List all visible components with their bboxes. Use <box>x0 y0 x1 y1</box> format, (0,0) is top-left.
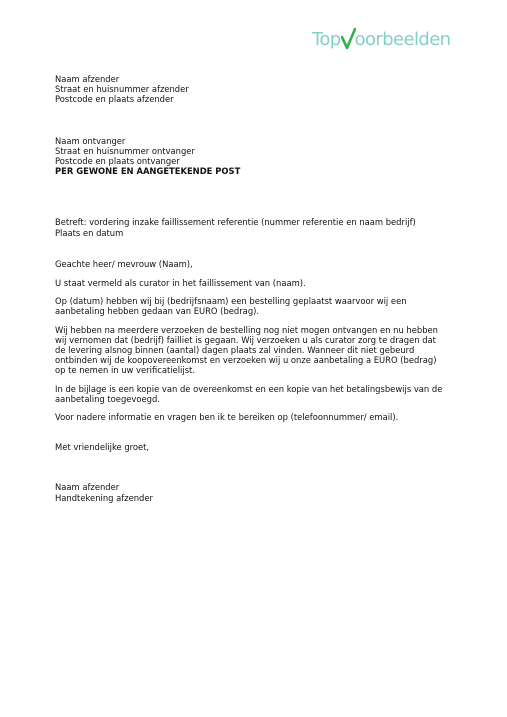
paragraph-3-line: op te nemen in uw verificatielijst. <box>55 365 196 376</box>
logo-text-oorbeelden: oorbeelden <box>354 29 451 50</box>
paragraph-3-line: de levering alsnog binnen (aantal) dagen plaats zal vinden. Wanneer dit niet gebeurd <box>55 345 415 356</box>
paragraph-3 <box>55 324 438 376</box>
paragraph-5: Voor nadere informatie en vragen ben ik te bereiken op (telefoonnummer/ email). <box>55 412 399 423</box>
sender-block <box>55 74 435 105</box>
paragraph-3-line: Wij hebben na meerdere verzoeken de bestelling nog niet mogen ontvangen en nu hebben <box>55 324 438 335</box>
paragraph-2 <box>55 296 435 316</box>
letter-body <box>55 74 443 503</box>
signature-name: Naam afzender <box>55 482 120 493</box>
paragraph-1: U staat vermeld als curator in het faillissement van (naam). <box>55 278 306 289</box>
subject-line: Betreft: vordering inzake faillissement referentie (nummer referentie en naam bedrijf) <box>55 217 416 228</box>
closing: Met vriendelijke groet, <box>55 442 150 453</box>
sender-postal: Postcode en plaats afzender <box>55 94 174 105</box>
signature-block <box>55 482 435 502</box>
checkmark-v-icon <box>341 28 356 50</box>
subject-block <box>55 217 435 237</box>
paragraph-4-line: In de bijlage is een kopie van de overeenkomst en een kopie van het betalingsbewijs van de <box>55 383 443 394</box>
place-date: Plaats en datum <box>55 227 124 238</box>
paragraph-2-line: Op (datum) hebben wij bij (bedrijfsnaam) een bestelling geplaatst waarvoor wij een <box>55 296 407 307</box>
signature-line: Handtekening afzender <box>55 492 153 503</box>
paragraph-3-line: ontbinden wij de koopovereenkomst en verzoeken wij u onze aanbetaling a EURO (bedrag) <box>55 355 437 366</box>
paragraph-4-line: aanbetaling toegevoegd. <box>55 393 160 404</box>
sender-name: Naam afzender <box>55 74 120 84</box>
salutation: Geachte heer/ mevrouw (Naam), <box>55 258 193 269</box>
sender-street: Straat en huisnummer afzender <box>55 84 189 95</box>
delivery-method: PER GEWONE EN AANGETEKENDE POST <box>55 166 241 177</box>
paragraph-3-line: wij vernomen dat (bedrijf) failliet is gegaan. Wij verzoeken u als curator zorg te dragen dat <box>55 334 436 345</box>
recipient-name: Naam ontvanger <box>55 135 126 146</box>
topvoorbeelden-logo <box>312 26 451 50</box>
paragraph-4 <box>55 383 443 404</box>
recipient-block <box>55 136 435 177</box>
recipient-postal: Postcode en plaats ontvanger <box>55 156 180 167</box>
logo-text-top: Top <box>312 29 341 50</box>
recipient-street: Straat en huisnummer ontvanger <box>55 145 195 156</box>
paragraph-2-line: aanbetaling hebben gedaan van EURO (bedrag). <box>55 306 260 317</box>
